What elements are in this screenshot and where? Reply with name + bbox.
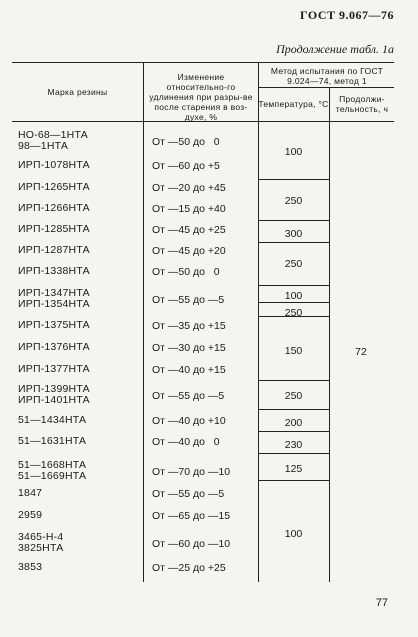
rubber-grade: ИРП-1338НТА <box>18 265 90 277</box>
elongation-change: От —55 до —5 <box>152 390 225 402</box>
temperature-value: 125 <box>284 463 303 475</box>
column-header-temperature: Температура, °С <box>258 99 329 109</box>
temperature-value: 100 <box>284 146 303 158</box>
elongation-change: От —30 до +15 <box>152 342 226 354</box>
elongation-change: От —55 до —5 <box>152 488 225 500</box>
elongation-change: От —25 до +25 <box>152 562 226 574</box>
temperature-value: 250 <box>284 307 303 319</box>
elongation-change: От —20 до +45 <box>152 182 226 194</box>
elongation-change: От —45 до +20 <box>152 245 226 257</box>
column-header-grade: Марка резины <box>47 87 108 97</box>
temperature-value: 250 <box>284 195 303 207</box>
rubber-grade: ИРП-1285НТА <box>18 223 90 235</box>
rubber-grade: ИРП-1376НТА <box>18 341 90 353</box>
elongation-change: От —40 до +15 <box>152 364 226 376</box>
rubber-grade: 51—1434НТА <box>18 414 87 426</box>
rubber-grade: ИРП-1078НТА <box>18 159 90 171</box>
temperature-value: 150 <box>284 345 303 357</box>
rubber-grade: 2959 <box>18 509 43 521</box>
elongation-change: От —45 до +25 <box>152 224 226 236</box>
duration-value: 72 <box>355 346 367 358</box>
rubber-grade: 51—1631НТА <box>18 435 87 447</box>
rubber-grade: ИРП-1265НТА <box>18 181 90 193</box>
elongation-change: От —60 до —10 <box>152 538 231 550</box>
elongation-change: От —15 до +40 <box>152 203 226 215</box>
column-header-duration: Продолжи-тельность, ч <box>335 94 389 114</box>
elongation-change: От —40 до +10 <box>152 415 226 427</box>
rubber-grade: ИРП-1375НТА <box>18 319 90 331</box>
rubber-grade: ИРП-1347НТА ИРП-1354НТА <box>18 287 90 310</box>
rubber-grade: ИРП-1266НТА <box>18 202 90 214</box>
rubber-grade: ИРП-1377НТА <box>18 363 90 375</box>
rubber-grade: ИРП-1399НТА ИРП-1401НТА <box>18 383 90 406</box>
temperature-value: 230 <box>284 439 303 451</box>
elongation-change: От —50 до 0 <box>152 136 220 148</box>
rubber-grade: НО-68—1НТА 98—1НТА <box>18 129 88 152</box>
rubber-grade: 3853 <box>18 561 43 573</box>
page-number: 77 <box>375 597 388 609</box>
temperature-value: 250 <box>284 258 303 270</box>
temperature-value: 250 <box>284 390 303 402</box>
elongation-change: От —50 до 0 <box>152 266 220 278</box>
elongation-change: От —70 до —10 <box>152 466 231 478</box>
rubber-grade: ИРП-1287НТА <box>18 244 90 256</box>
elongation-change: От —55 до —5 <box>152 294 225 306</box>
temperature-value: 100 <box>284 528 303 540</box>
temperature-value: 200 <box>284 417 303 429</box>
table-continuation-caption: Продолжение табл. 1а <box>276 42 394 56</box>
elongation-change: От —60 до +5 <box>152 160 220 172</box>
rubber-grade: 51—1668НТА 51—1669НТА <box>18 459 87 482</box>
temperature-value: 300 <box>284 228 303 240</box>
column-header-method: Метод испытания по ГОСТ 9.024—74, метод 1 <box>270 66 384 86</box>
rubber-grade: 1847 <box>18 487 43 499</box>
elongation-change: От —65 до —15 <box>152 510 231 522</box>
elongation-change: От —40 до 0 <box>152 436 220 448</box>
column-header-change: Изменение относительно-го удлинения при разры-ве после старения в воз-духе, % <box>149 72 253 122</box>
rubber-grade: 3465-Н-4 3825НТА <box>18 531 64 554</box>
elongation-change: От —35 до +15 <box>152 320 226 332</box>
temperature-value: 100 <box>284 290 303 302</box>
document-code: ГОСТ 9.067—76 <box>300 8 394 22</box>
